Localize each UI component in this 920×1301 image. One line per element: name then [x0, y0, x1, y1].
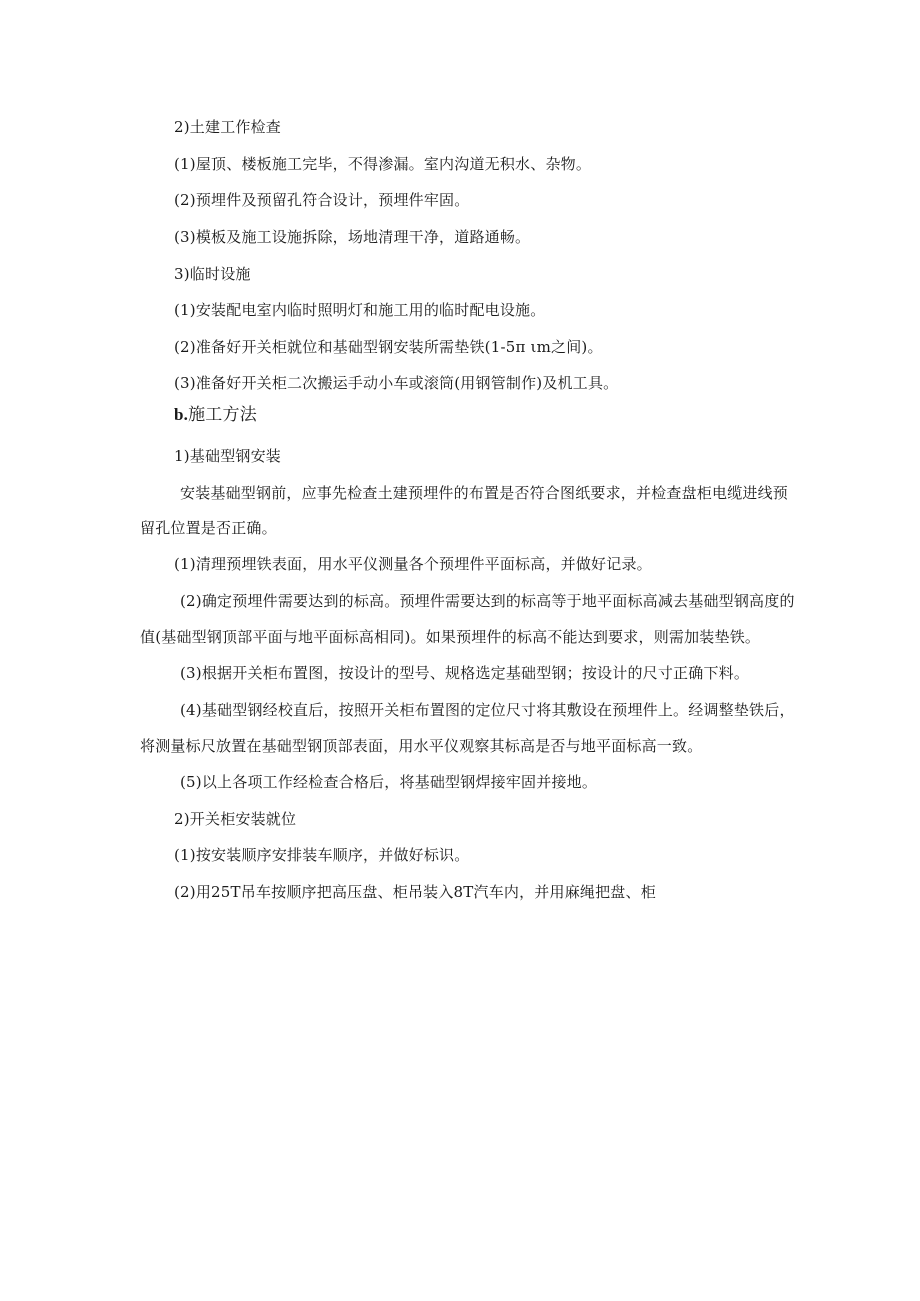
paragraph: (3)模板及施工设施拆除，场地清理干净，道路通畅。 — [174, 228, 531, 246]
section-letter: b. — [174, 405, 189, 424]
paragraph: (1)按安装顺序安排装车顺序，并做好标识。 — [174, 846, 470, 864]
paragraph: (1)安装配电室内临时照明灯和施工用的临时配电设施。 — [174, 301, 546, 319]
paragraph: (5)以上各项工作经检查合格后，将基础型钢焊接牢固并接地。 — [180, 773, 598, 791]
paragraph: (2)准备好开关柜就位和基础型钢安装所需垫铁(1-5π ιm之间)。 — [174, 338, 603, 356]
paragraph: 留孔位置是否正确。 — [140, 519, 277, 537]
paragraph: (1)清理预埋铁表面，用水平仪测量各个预埋件平面标高，并做好记录。 — [174, 555, 652, 573]
paragraph: (3)根据开关柜布置图，按设计的型号、规格选定基础型钢；按设计的尺寸正确下料。 — [180, 664, 750, 682]
paragraph: 值(基础型钢顶部平面与地平面标高相同)。如果预埋件的标高不能达到要求，则需加装垫铁。 — [140, 628, 761, 646]
paragraph: (2)用25T吊车按顺序把高压盘、柜吊装入8T汽车内，并用麻绳把盘、柜 — [174, 883, 656, 901]
subheading-switchgear-install: 2)开关柜安装就位 — [174, 810, 297, 828]
paragraph: (2)预埋件及预留孔符合设计，预埋件牢固。 — [174, 191, 470, 209]
section-heading-construction-method — [174, 405, 257, 425]
paragraph: 安装基础型钢前，应事先检查土建预埋件的布置是否符合图纸要求，并检查盘柜电缆进线预 — [180, 484, 789, 502]
subheading-foundation-steel: 1)基础型钢安装 — [174, 447, 281, 465]
paragraph: (1)屋顶、楼板施工完毕，不得渗漏。室内沟道无积水、杂物。 — [174, 155, 592, 173]
paragraph: (2)确定预埋件需要达到的标高。预埋件需要达到的标高等于地平面标高减去基础型钢高度的 — [180, 592, 795, 610]
paragraph: (4)基础型钢经校直后，按照开关柜布置图的定位尺寸将其敷设在预埋件上。经调整垫铁后， — [180, 701, 795, 719]
paragraph: (3)准备好开关柜二次搬运手动小车或滚筒(用钢管制作)及机工具。 — [174, 374, 619, 392]
subheading-civil-check: 2)土建工作检查 — [174, 118, 281, 136]
subheading-temporary-facilities: 3)临时设施 — [174, 265, 251, 283]
section-title: 施工方法 — [188, 405, 257, 425]
paragraph: 将测量标尺放置在基础型钢顶部表面，用水平仪观察其标高是否与地平面标高一致。 — [140, 737, 703, 755]
